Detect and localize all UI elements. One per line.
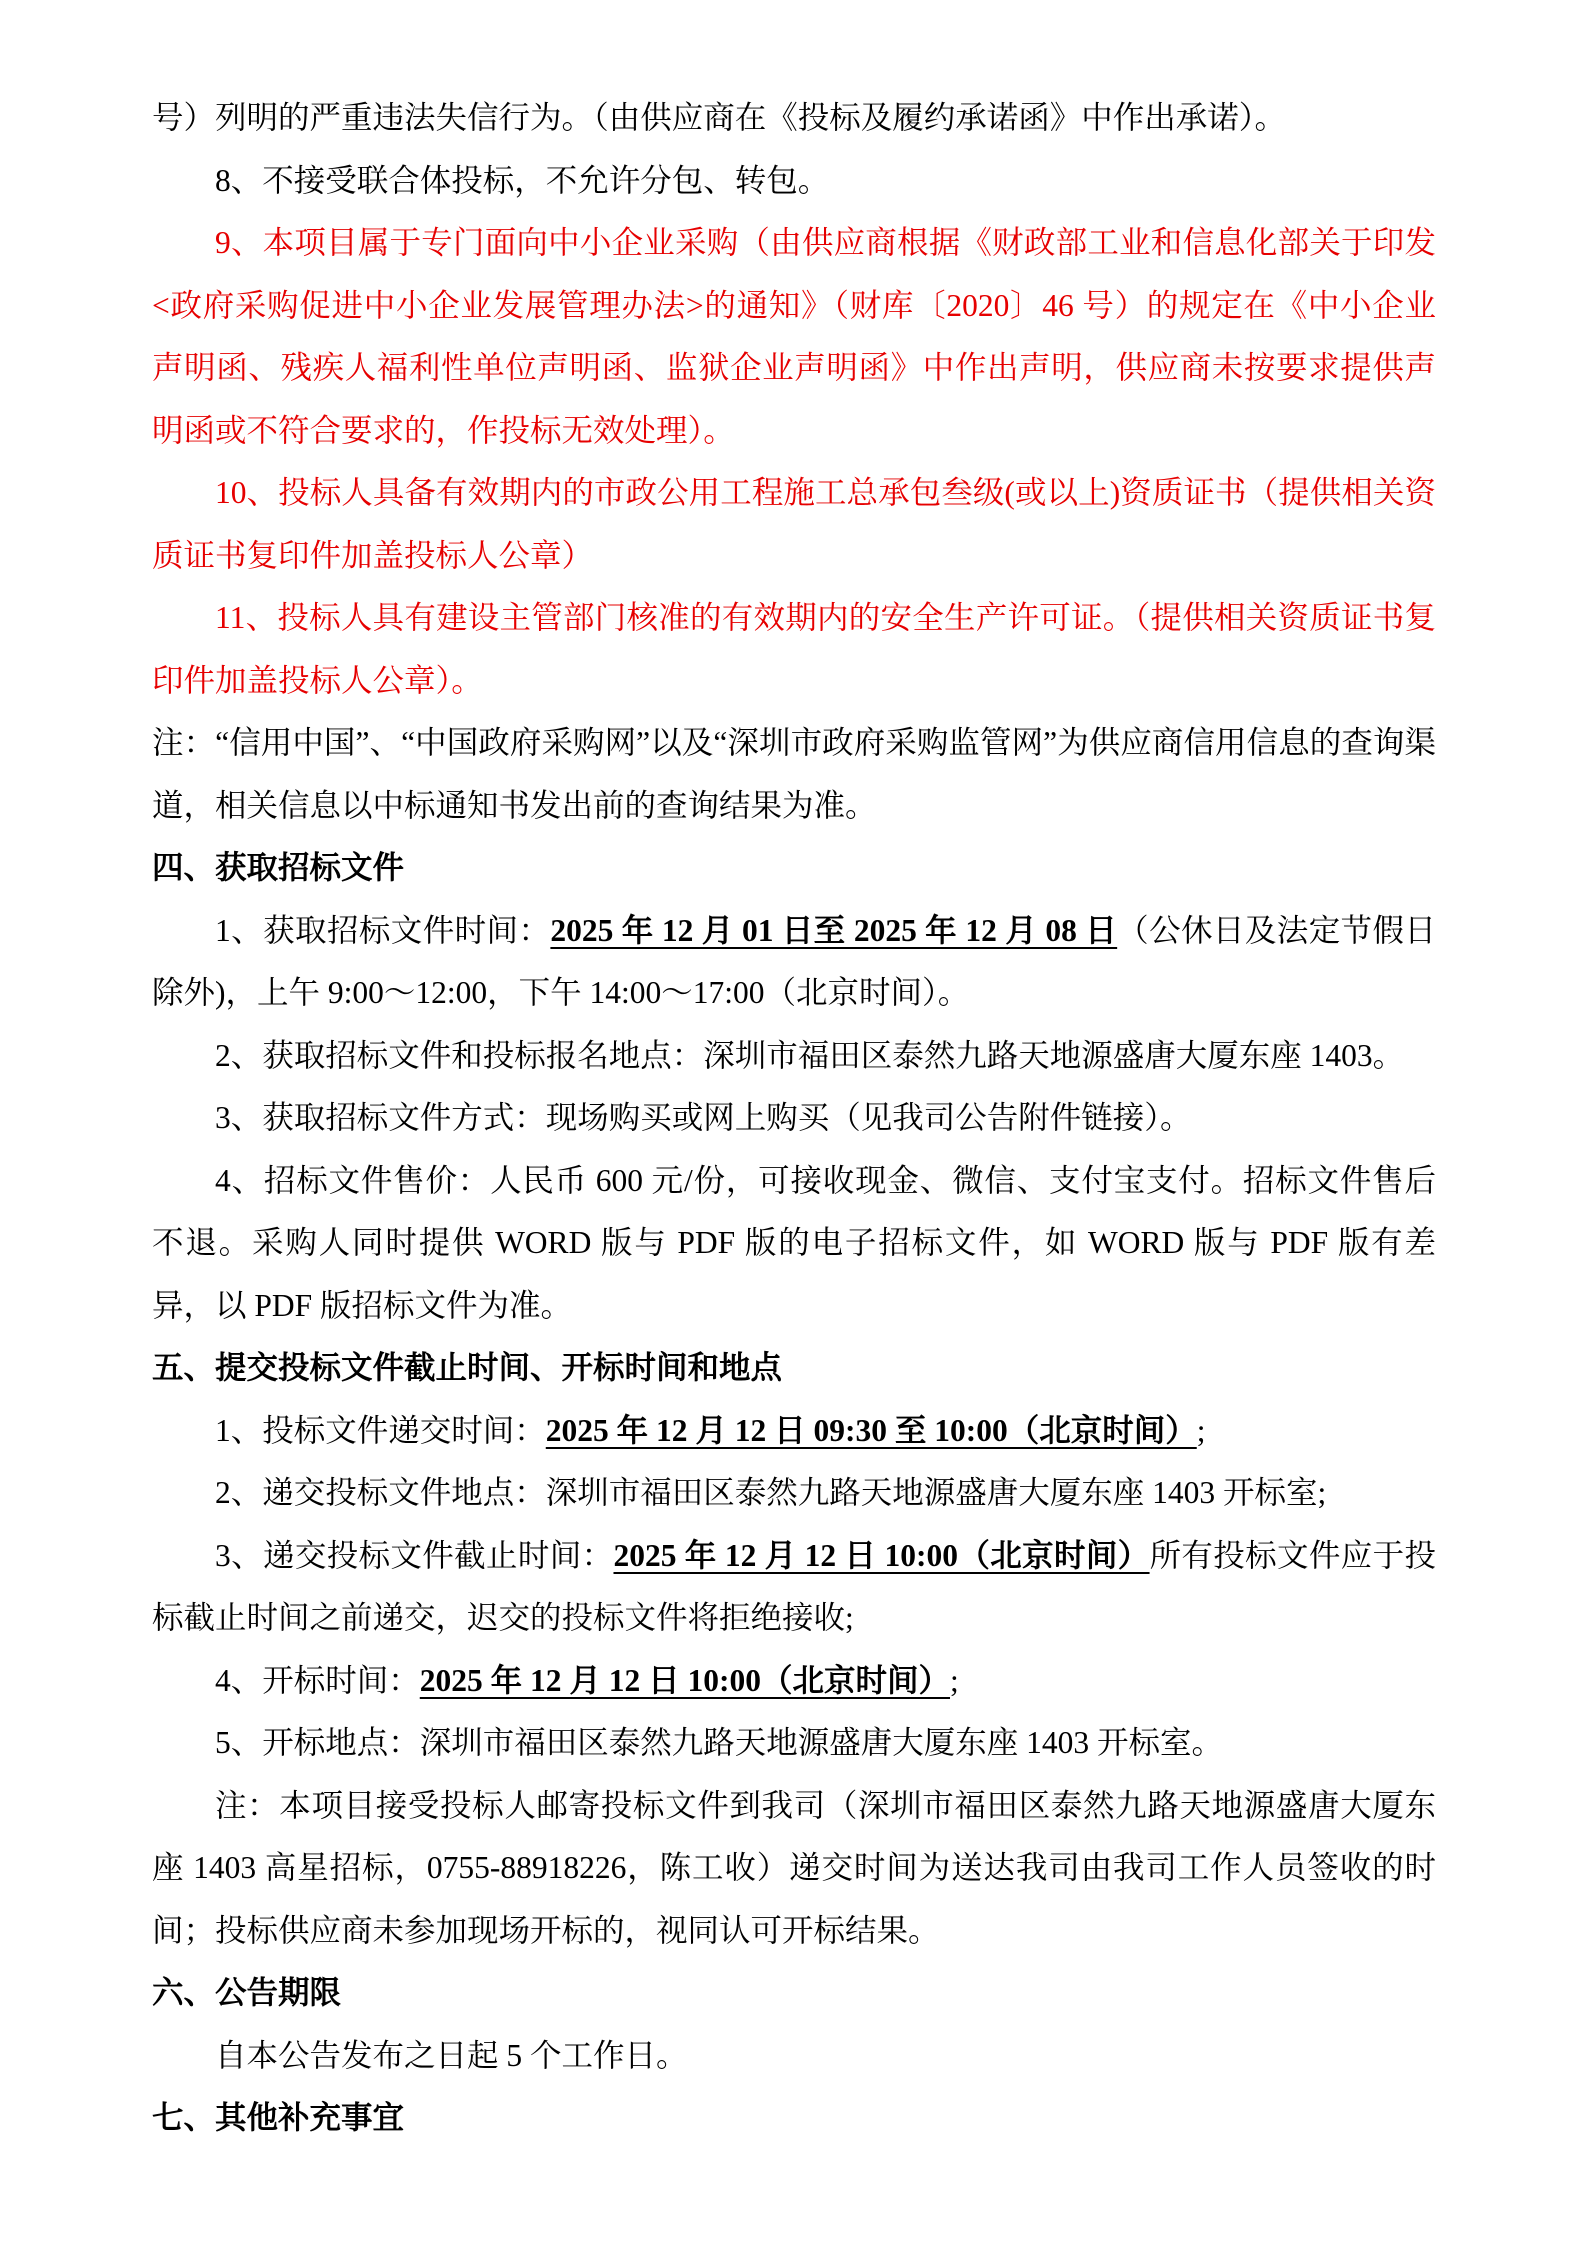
section-4-heading: 四、获取招标文件 [152, 850, 405, 885]
section-4-item-1-obtain-time [152, 900, 1436, 1025]
section-5-item-1-submission-time [152, 1400, 1436, 1463]
note-credit-info: 注：“信用中国”、“中国政府采购网”以及“深圳市政府采购监管网”为供应商信用信息的查询渠道，相关信息以中标通知书发出前的查询结果为准。 [152, 725, 1436, 823]
section-6-announcement-period: 自本公告发布之日起 5 个工作日。 [215, 2037, 688, 2073]
tender-notice-page [152, 87, 1436, 2150]
item-tail-text: ; [1196, 1412, 1206, 1448]
item-label-text: 1、获取招标文件时间： [215, 912, 551, 948]
section-4-item-4-document-price: 4、招标文件售价：人民币 600 元/份，可接收现金、微信、支付宝支付。招标文件售后不退。采购人同时提供 WORD 版与 PDF 版的电子招标文件，如 WORD 版与 PDF 版有差异，以 PDF 版招标文件为准。 [152, 1162, 1436, 1323]
item-label-text: 1、投标文件递交时间： [215, 1412, 546, 1448]
section-6-heading: 六、公告期限 [152, 1975, 342, 2010]
obtain-date-range: 2025 年 12 月 01 日至 2025 年 12 月 08 日 [550, 912, 1118, 948]
item-tail-text: （公休日及法定节假日除外)，上午 9:00～12:00，下午 14:00～17:00（北京时间）。 [152, 912, 1436, 1010]
clause-10-qualification-certificate: 10、投标人具备有效期内的市政公用工程施工总承包叁级(或以上)资质证书（提供相关资质证书复印件加盖投标人公章） [152, 475, 1436, 573]
section-7-heading: 七、其他补充事宜 [152, 2100, 405, 2135]
submission-time-range: 2025 年 12 月 12 日 09:30 至 10:00（北京时间） [545, 1412, 1197, 1448]
deadline-time: 2025 年 12 月 12 日 10:00（北京时间） [613, 1537, 1150, 1573]
section-4-item-3-obtain-method: 3、获取招标文件方式：现场购买或网上购买（见我司公告附件链接）。 [215, 1100, 1192, 1135]
section-5-item-5-opening-place: 5、开标地点：深圳市福田区泰然九路天地源盛唐大厦东座 1403 开标室。 [215, 1725, 1224, 1760]
section-5-item-2-submission-place: 2、递交投标文件地点：深圳市福田区泰然九路天地源盛唐大厦东座 1403 开标室; [215, 1475, 1327, 1510]
clause-11-safety-license: 11、投标人具有建设主管部门核准的有效期内的安全生产许可证。（提供相关资质证书复印件加盖投标人公章）。 [152, 600, 1436, 698]
item-label-text: 3、递交投标文件截止时间： [215, 1537, 614, 1573]
clause-8-no-consortium: 8、不接受联合体投标，不允许分包、转包。 [215, 162, 830, 198]
note-mail-submission: 注：本项目接受投标人邮寄投标文件到我司（深圳市福田区泰然九路天地源盛唐大厦东座 1403 高星招标，0755-88918226，陈工收）递交时间为送达我司由我司工作人员签收的时间；投标供应商未参加现场开标的，视同认可开标结果。 [152, 1787, 1436, 1948]
section-5-heading: 五、提交投标文件截止时间、开标时间和地点 [152, 1350, 783, 1385]
item-tail-text: ; [950, 1662, 959, 1698]
section-5-item-3-deadline [152, 1525, 1436, 1650]
item-label-text: 4、开标时间： [215, 1662, 420, 1698]
clause-9-sme-procurement: 9、本项目属于专门面向中小企业采购（由供应商根据《财政部工业和信息化部关于印发<政府采购促进中小企业发展管理办法>的通知》（财库〔2020〕46 号）的规定在《中小企业声明函、残疾人福利性单位声明函、监狱企业声明函》中作出声明，供应商未按要求提供声明函或不符合要求的，作投标无效处理）。 [152, 225, 1436, 448]
section-5-item-4-opening-time [152, 1650, 1436, 1713]
opening-time: 2025 年 12 月 12 日 10:00（北京时间） [419, 1662, 951, 1698]
clause-7-continuation: 号）列明的严重违法失信行为。（由供应商在《投标及履约承诺函》中作出承诺）。 [152, 100, 1287, 135]
item-tail-text: 所有投标文件应于投标截止时间之前递交，迟交的投标文件将拒绝接收; [152, 1537, 1436, 1635]
section-4-item-2-obtain-place: 2、获取招标文件和投标报名地点：深圳市福田区泰然九路天地源盛唐大厦东座 1403。 [215, 1037, 1405, 1073]
